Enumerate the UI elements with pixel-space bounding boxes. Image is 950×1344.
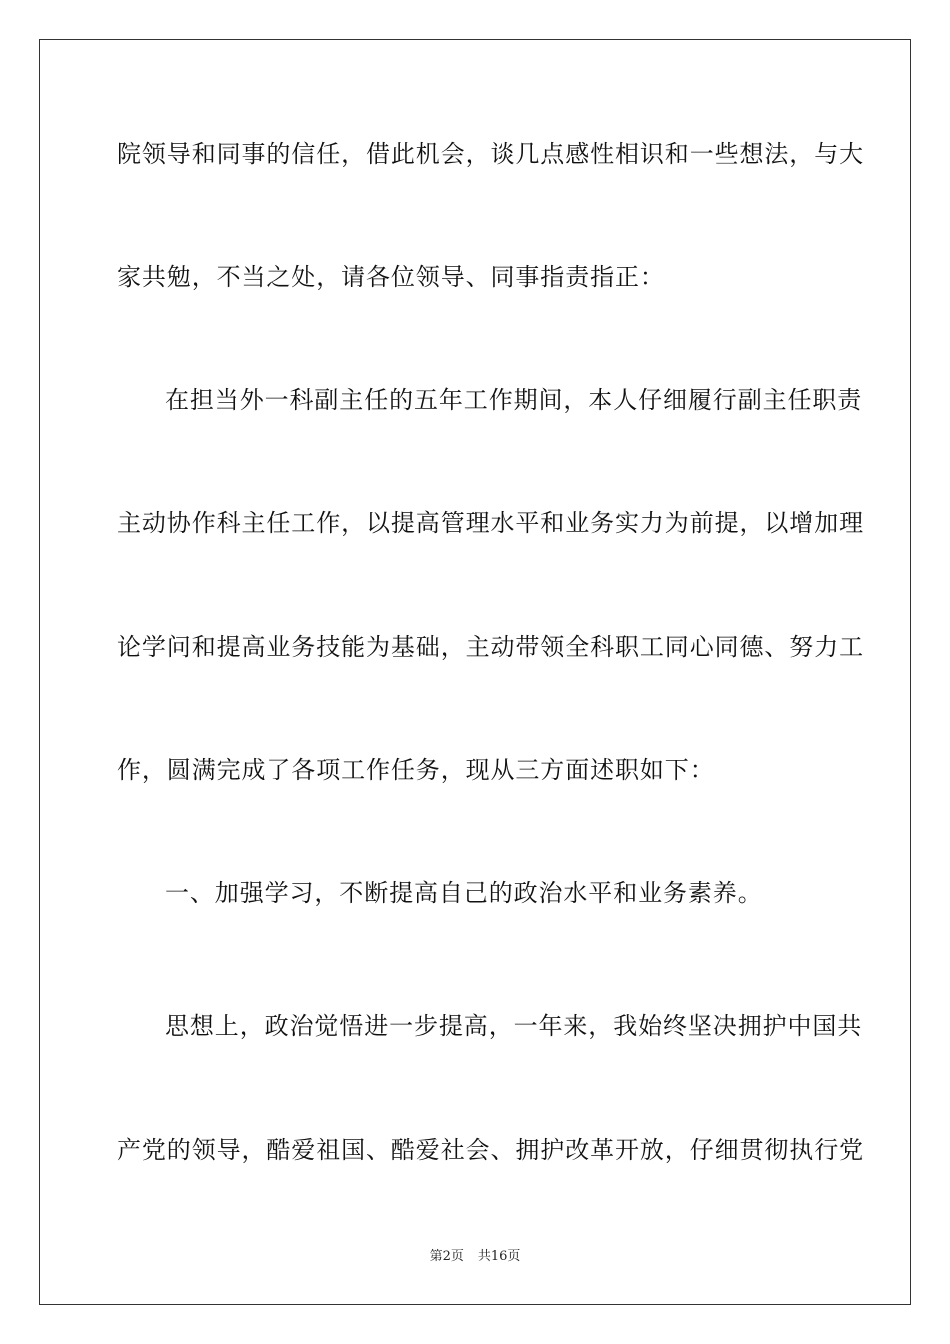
page-total: 共16页 xyxy=(477,1249,521,1264)
paragraph-line: 主动协作科主任工作，以提高管理水平和业务实力为前提，以增加理 xyxy=(117,509,864,537)
paragraph-line: 产党的领导，酷爱祖国、酷爱社会、拥护改革开放，仔细贯彻执行党 xyxy=(117,1136,864,1164)
page-border xyxy=(39,39,911,1305)
paragraph-line: 在担当外一科副主任的五年工作期间，本人仔细履行副主任职责 xyxy=(165,386,863,414)
page-footer xyxy=(0,1248,950,1266)
paragraph-line: 思想上，政治觉悟进一步提高，一年来，我始终坚决拥护中国共 xyxy=(165,1012,863,1040)
page-number: 第2页 xyxy=(429,1249,464,1264)
paragraph-line: 院领导和同事的信任，借此机会，谈几点感性相识和一些想法，与大 xyxy=(117,140,864,168)
paragraph-line: 作，圆满完成了各项工作任务，现从三方面述职如下： xyxy=(117,756,715,784)
paragraph-line: 论学问和提高业务技能为基础，主动带领全科职工同心同德、努力工 xyxy=(117,633,864,661)
paragraph-line: 家共勉，不当之处，请各位领导、同事指责指正： xyxy=(117,263,665,291)
section-heading: 一、加强学习，不断提高自己的政治水平和业务素养。 xyxy=(165,879,763,907)
